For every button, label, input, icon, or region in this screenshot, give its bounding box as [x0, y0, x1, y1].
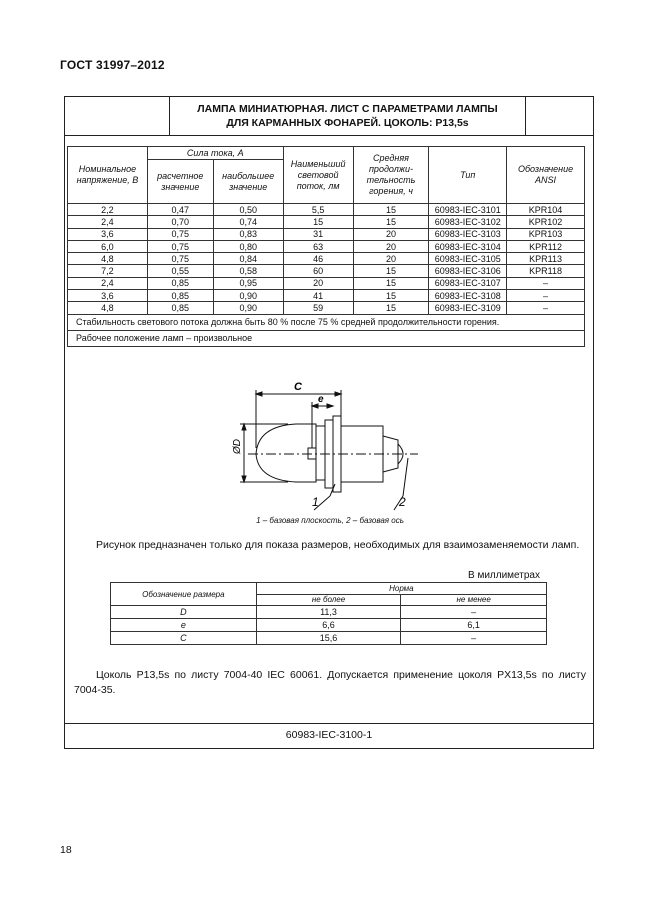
cell-voltage: 4,8	[68, 253, 148, 265]
cell-current-max: 0,95	[213, 277, 283, 289]
header-flux: Наименьший световой поток, лм	[283, 147, 353, 204]
cell-flux: 15	[283, 216, 353, 228]
cell-ansi: KPR102	[507, 216, 585, 228]
cell-ansi: KPR103	[507, 228, 585, 240]
cell-ansi: KPR118	[507, 265, 585, 277]
table-row	[68, 228, 585, 240]
sheet-title: ЛАМПА МИНИАТЮРНАЯ. ЛИСТ С ПАРАМЕТРАМИ ЛАМПЫ ДЛЯ КАРМАННЫХ ФОНАРЕЙ. ЦОКОЛЬ: P13,5s	[197, 103, 498, 129]
cell-life: 15	[353, 265, 429, 277]
table-row	[68, 204, 585, 216]
cell-voltage: 3,6	[68, 228, 148, 240]
dimensions-table	[110, 582, 547, 645]
cell-current-rated: 0,55	[147, 265, 213, 277]
cell-type: 60983-IEC-3103	[429, 228, 507, 240]
cell-current-max: 0,74	[213, 216, 283, 228]
cell-current-rated: 0,85	[147, 277, 213, 289]
cell-voltage: 7,2	[68, 265, 148, 277]
cell-current-max: 0,83	[213, 228, 283, 240]
cell-life: 20	[353, 228, 429, 240]
table-row	[68, 265, 585, 277]
cell-min: 6,1	[401, 619, 547, 632]
units-note: В миллиметрах	[468, 570, 540, 581]
cell-current-max: 0,90	[213, 290, 283, 302]
header-min: не менее	[401, 594, 547, 606]
cell-flux: 46	[283, 253, 353, 265]
cell-ansi: –	[507, 277, 585, 289]
label-d: ØD	[232, 439, 243, 454]
cell-type: 60983-IEC-3105	[429, 253, 507, 265]
header-dimension-name: Обозначение размера	[111, 583, 257, 606]
cell-flux: 31	[283, 228, 353, 240]
document-header: ГОСТ 31997–2012	[60, 58, 165, 72]
label-e: e	[318, 394, 324, 405]
cell-voltage: 6,0	[68, 240, 148, 252]
cell-life: 15	[353, 290, 429, 302]
label-c: C	[294, 381, 302, 393]
table-row	[68, 240, 585, 252]
cell-dimension: D	[111, 606, 257, 619]
cell-ansi: –	[507, 290, 585, 302]
lamp-parameters-table	[67, 146, 585, 347]
cell-type: 60983-IEC-3109	[429, 302, 507, 314]
table-row	[68, 302, 585, 314]
cell-current-max: 0,84	[213, 253, 283, 265]
table-row	[111, 619, 547, 632]
header-life: Средняя продолжи- тельность горения, ч	[353, 147, 429, 204]
cell-type: 60983-IEC-3102	[429, 216, 507, 228]
paragraph-base-note: Цоколь P13,5s по листу 7004-40 IEC 60061. Допускается применение цоколя PX13,5s по листу 7004-35.	[74, 669, 586, 696]
cell-current-max: 0,58	[213, 265, 283, 277]
header-max: не более	[256, 594, 401, 606]
cell-voltage: 2,4	[68, 277, 148, 289]
page-number: 18	[60, 844, 72, 856]
frame-divider	[64, 723, 594, 724]
cell-current-max: 0,50	[213, 204, 283, 216]
header-type: Тип	[429, 147, 507, 204]
cell-type: 60983-IEC-3101	[429, 204, 507, 216]
cell-voltage: 3,6	[68, 290, 148, 302]
cell-type: 60983-IEC-3107	[429, 277, 507, 289]
cell-current-rated: 0,47	[147, 204, 213, 216]
cell-flux: 60	[283, 265, 353, 277]
cell-current-rated: 0,75	[147, 240, 213, 252]
cell-max: 15,6	[256, 632, 401, 645]
table-row	[68, 277, 585, 289]
cell-life: 20	[353, 253, 429, 265]
figure-caption: 1 – базовая плоскость, 2 – базовая ось	[256, 516, 404, 525]
table-note-flux-stability: Стабильность светового потока должна быть 80 % после 75 % средней продолжительности горения.	[68, 314, 585, 330]
table-row	[111, 632, 547, 645]
cell-flux: 63	[283, 240, 353, 252]
cell-ansi: KPR112	[507, 240, 585, 252]
header-current-max: наибольшее значение	[213, 160, 283, 204]
cell-ansi: –	[507, 302, 585, 314]
cell-type: 60983-IEC-3104	[429, 240, 507, 252]
title-right-cell	[525, 97, 593, 135]
cell-current-rated: 0,75	[147, 253, 213, 265]
cell-flux: 41	[283, 290, 353, 302]
table-row	[68, 253, 585, 265]
cell-current-rated: 0,85	[147, 290, 213, 302]
bulb-outline	[256, 424, 316, 482]
paragraph-figure-note: Рисунок предназначен только для показа размеров, необходимых для взаимозаменяемости ламп.	[96, 539, 580, 551]
cell-voltage: 2,4	[68, 216, 148, 228]
cell-min: –	[401, 632, 547, 645]
table-row	[68, 290, 585, 302]
header-voltage: Номинальное напряжение, В	[68, 147, 148, 204]
cell-life: 15	[353, 216, 429, 228]
cell-ansi: KPR104	[507, 204, 585, 216]
bulb-neck	[316, 426, 325, 480]
cell-current-rated: 0,70	[147, 216, 213, 228]
cell-dimension: e	[111, 619, 257, 632]
cell-life: 15	[353, 277, 429, 289]
lamp-dimension-drawing	[218, 378, 438, 518]
table-row	[111, 606, 547, 619]
cell-dimension: C	[111, 632, 257, 645]
cell-voltage: 2,2	[68, 204, 148, 216]
cell-current-max: 0,90	[213, 302, 283, 314]
cell-ansi: KPR113	[507, 253, 585, 265]
table-row	[68, 216, 585, 228]
cell-life: 15	[353, 302, 429, 314]
sheet-code: 60983-IEC-3100-1	[285, 729, 373, 741]
cell-life: 20	[353, 240, 429, 252]
cell-type: 60983-IEC-3106	[429, 265, 507, 277]
cell-min: –	[401, 606, 547, 619]
label-1: 1	[312, 495, 319, 509]
header-norm: Норма	[256, 583, 546, 595]
header-current-group: Сила тока, А	[147, 147, 283, 160]
header-ansi: Обозначение ANSI	[507, 147, 585, 204]
cell-current-rated: 0,75	[147, 228, 213, 240]
title-row	[65, 97, 593, 136]
cell-flux: 59	[283, 302, 353, 314]
cell-flux: 20	[283, 277, 353, 289]
cell-flux: 5,5	[283, 204, 353, 216]
cell-max: 6,6	[256, 619, 401, 632]
label-2: 2	[399, 495, 406, 509]
cell-current-rated: 0,85	[147, 302, 213, 314]
cell-current-max: 0,80	[213, 240, 283, 252]
cell-max: 11,3	[256, 606, 401, 619]
title-left-cell	[65, 97, 170, 135]
cell-voltage: 4,8	[68, 302, 148, 314]
cell-type: 60983-IEC-3108	[429, 290, 507, 302]
cell-life: 15	[353, 204, 429, 216]
table-note-position: Рабочее положение ламп – произвольное	[68, 330, 585, 346]
header-current-rated: расчетное значение	[147, 160, 213, 204]
